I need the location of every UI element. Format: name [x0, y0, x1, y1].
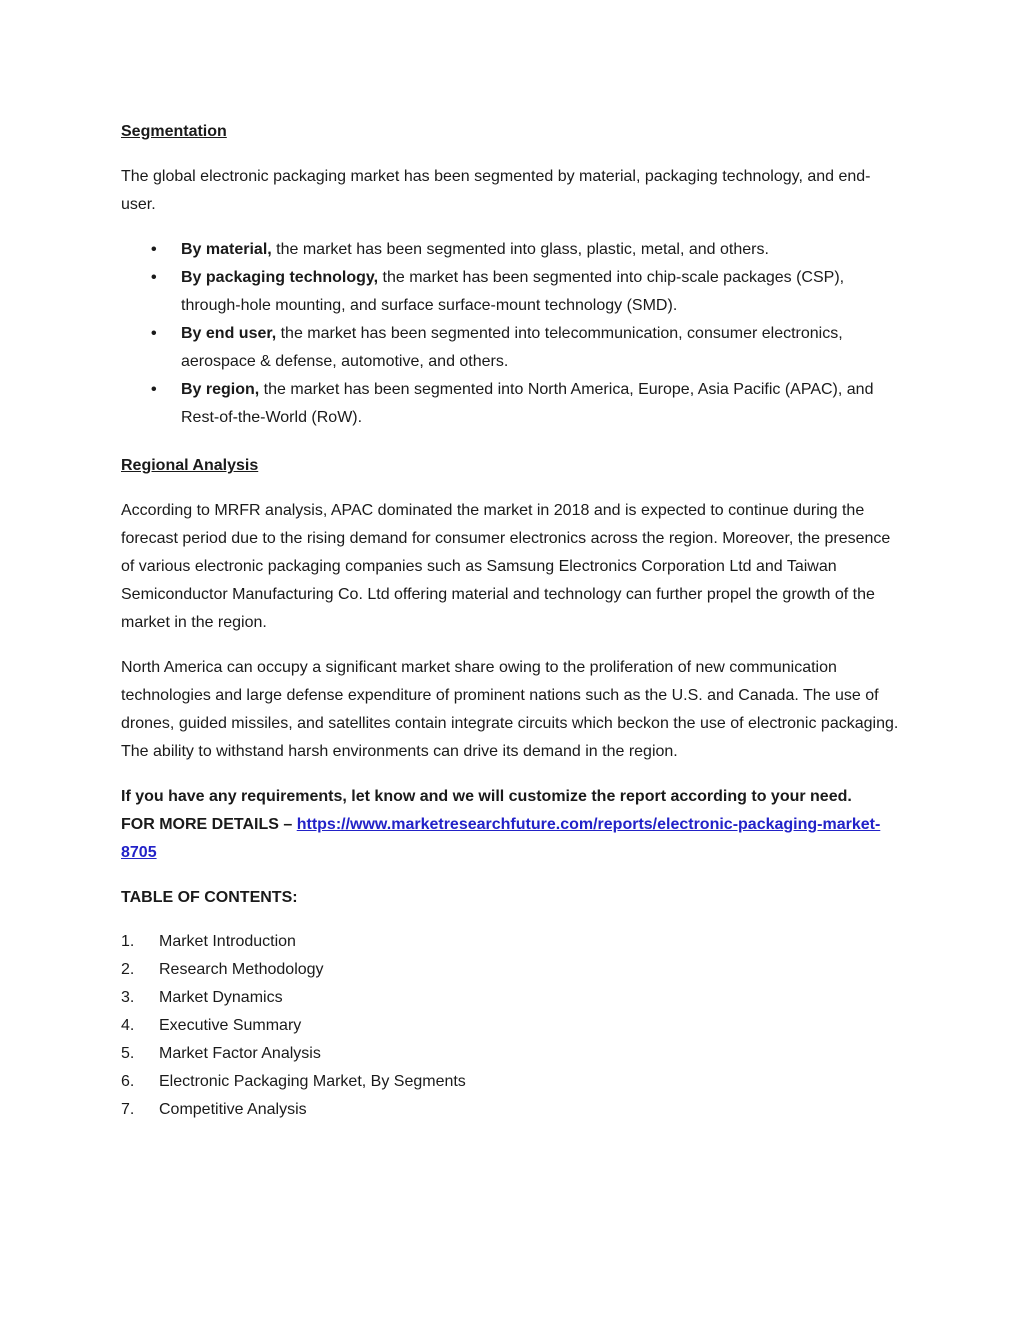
- toc-list: [121, 928, 903, 1124]
- document-content: [121, 118, 903, 1124]
- bullet-lead: By packaging technology,: [181, 269, 379, 286]
- toc-item-label: Competitive Analysis: [159, 1101, 307, 1118]
- toc-heading: TABLE OF CONTENTS:: [121, 889, 298, 906]
- toc-item-label: Market Introduction: [159, 933, 296, 950]
- toc-item-label: Research Methodology: [159, 961, 324, 978]
- regional-analysis-paragraph-2: North America can occupy a significant market share owing to the proliferation of new communication technologies and large defense expenditure of prominent nations such as the U.S. and Canada. The use of drones, guided missiles, and satellites contain integrate circuits which beckon the use of electronic packaging. The ability to withstand harsh environments can drive its demand in the region.: [121, 659, 899, 760]
- toc-item-market-dynamics: [121, 984, 903, 1012]
- regional-analysis-heading: [121, 452, 903, 480]
- more-details-label: FOR MORE DETAILS –: [121, 816, 297, 833]
- toc-item-executive-summary: [121, 1012, 903, 1040]
- bullet-lead: By material,: [181, 241, 272, 258]
- segmentation-heading-text: Segmentation: [121, 123, 227, 140]
- segmentation-heading: [121, 118, 903, 146]
- segmentation-bullet-list: [121, 236, 903, 432]
- bullet-by-end-user: [121, 320, 903, 376]
- toc-item-market-introduction: [121, 928, 903, 956]
- customize-report-note: [121, 783, 903, 867]
- segmentation-intro-paragraph: The global electronic packaging market has been segmented by material, packaging technology, and end-user.: [121, 168, 871, 213]
- bullet-lead: By region,: [181, 381, 260, 398]
- toc-item-label: Electronic Packaging Market, By Segments: [159, 1073, 466, 1090]
- toc-item-research-methodology: [121, 956, 903, 984]
- bullet-icon: •: [151, 241, 157, 258]
- report-link[interactable]: https://www.marketresearchfuture.com/reports/electronic-packaging-market-8705: [121, 816, 881, 861]
- bullet-by-packaging-technology: [121, 264, 903, 320]
- toc-item-competitive-analysis: [121, 1096, 903, 1124]
- bullet-by-region: [121, 376, 903, 432]
- bullet-text: the market has been segmented into North America, Europe, Asia Pacific (APAC), and Rest-of-the-World (RoW).: [181, 381, 874, 426]
- bullet-icon: •: [151, 325, 157, 342]
- regional-analysis-paragraph-1: According to MRFR analysis, APAC dominated the market in 2018 and is expected to continue during the forecast period due to the rising demand for consumer electronics across the region. Moreover, the presence of various electronic packaging companies such as Samsung Electronics Corporation Ltd and Taiwan Semiconductor Manufacturing Co. Ltd offering material and technology can further propel the growth of the market in the region.: [121, 502, 891, 631]
- toc-item-label: Executive Summary: [159, 1017, 302, 1034]
- regional-analysis-heading-text: Regional Analysis: [121, 457, 259, 474]
- bullet-icon: •: [151, 269, 157, 286]
- customize-report-text: If you have any requirements, let know and we will customize the report according to your need.: [121, 788, 852, 805]
- toc-item-electronic-packaging-market-by-segments: [121, 1068, 903, 1096]
- toc-item-label: Market Dynamics: [159, 989, 283, 1006]
- toc-item-market-factor-analysis: [121, 1040, 903, 1068]
- bullet-lead: By end user,: [181, 325, 277, 342]
- bullet-text: the market has been segmented into telecommunication, consumer electronics, aerospace & defense, automotive, and others.: [181, 325, 843, 370]
- bullet-by-material: [121, 236, 903, 264]
- bullet-text: the market has been segmented into chip-scale packages (CSP), through-hole mounting, and surface surface-mount technology (SMD).: [181, 269, 845, 314]
- bullet-icon: •: [151, 381, 157, 398]
- bullet-text: the market has been segmented into glass, plastic, metal, and others.: [271, 241, 769, 258]
- toc-item-label: Market Factor Analysis: [159, 1045, 321, 1062]
